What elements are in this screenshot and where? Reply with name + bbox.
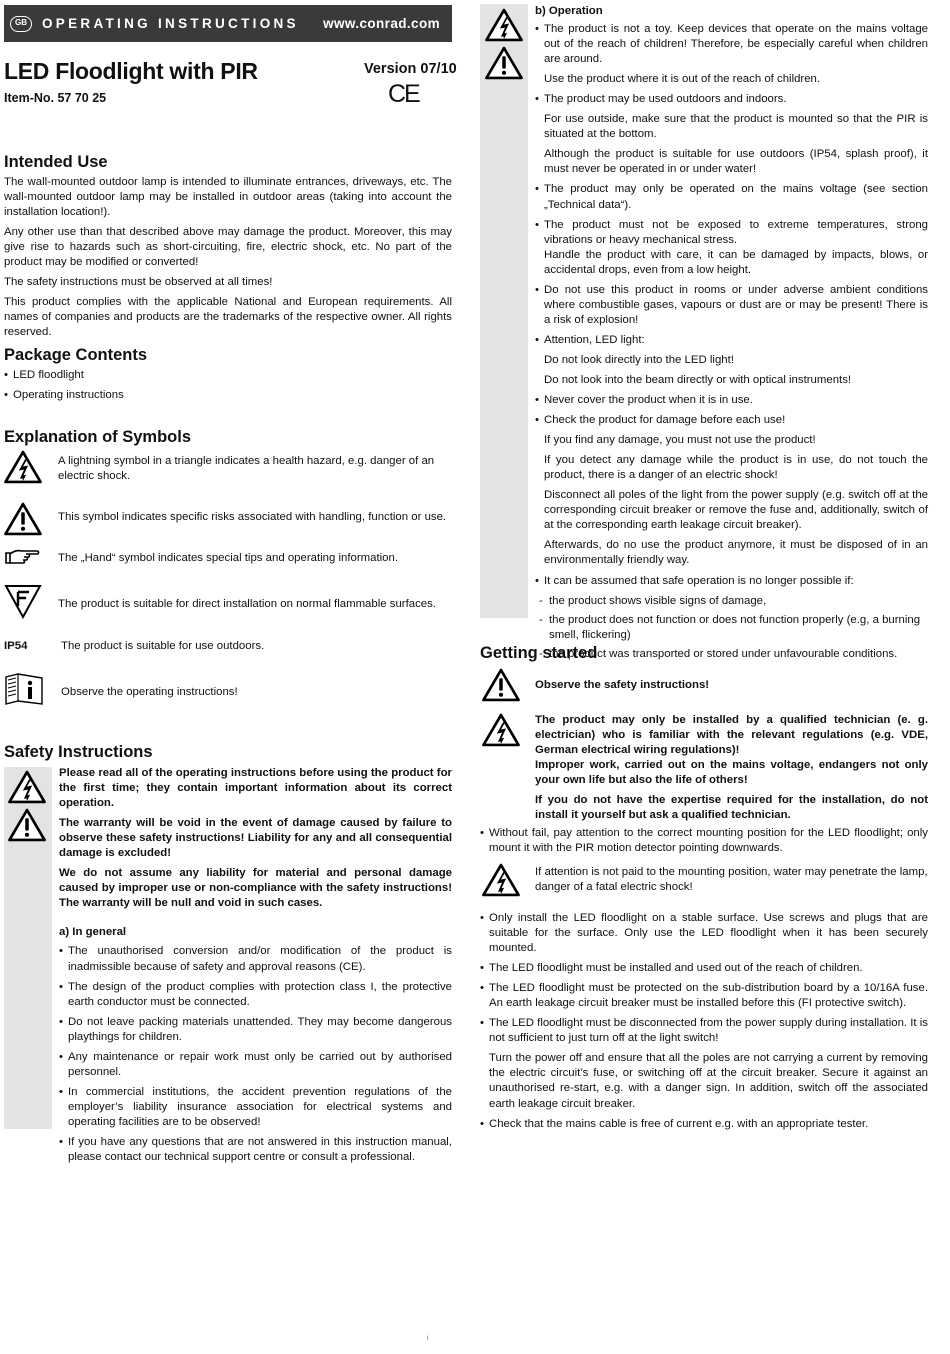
list-item-text: The product is not a toy. Keep devices that operate on the mains voltage out of the reach of children! Therefore, be especially careful when children are around. [544, 23, 928, 66]
safety-heading: Safety Instructions [4, 743, 153, 761]
ce-mark: CE [388, 80, 419, 108]
exclamation-warning-icon [485, 46, 523, 80]
package-list [4, 368, 452, 408]
hand-pointer-icon [4, 547, 40, 567]
list-item: • Attention, LED light: [535, 333, 928, 348]
safety-body [59, 766, 452, 1170]
list-item: • It can be assumed that safe operation is no longer possible if: [535, 574, 928, 589]
getting-started-heading: Getting started [480, 644, 598, 662]
paragraph: This product complies with the applicable National and European requirements. All names of companies and products are the trademarks of the respective owner. All rights reserved. [4, 296, 452, 339]
list-item: • The unauthorised conversion and/or modification of the product is inadmissible because of safety and approval reasons (CE). [59, 944, 452, 974]
symbol-text: Observe the operating instructions! [61, 686, 238, 698]
list-item [480, 1016, 928, 1111]
exclamation-warning-icon [8, 808, 46, 842]
paragraph: Disconnect all poles of the light from the power supply (e.g. switch off at the corresponding circuit breaker or remove the fuse and, additionally, switch of at the corresponding earth leakage circuit breaker). [544, 489, 928, 532]
list-item [535, 218, 928, 278]
list-item: • The product may be used outdoors and indoors. [535, 92, 928, 107]
list-item: • The design of the product complies with protection class I, the protective earth conductor must be connected. [59, 980, 452, 1010]
bold-paragraph: The warranty will be void in the event of damage caused by failure to observe these safety instructions! Liability for any and all consequential damage is excluded! [59, 817, 452, 860]
exclamation-warning-icon [482, 668, 520, 702]
paragraph: For use outside, make sure that the product is mounted so that the PIR is situated at the bottom. [544, 113, 928, 141]
doc-title: LED Floodlight with PIR [4, 58, 258, 84]
list-item: • Operating instructions [4, 388, 452, 403]
warning-paragraph: Improper work, carried out on the mains voltage, endangers not only your own life but also the life of others! [535, 759, 928, 787]
list-item-text: The LED floodlight must be disconnected from the power supply during installation. It is not sufficient to just turn off at the light switch! [489, 1017, 928, 1045]
list-item: - the product does not function or does not function properly (e.g, a burning smell, flickering) [537, 613, 928, 643]
bold-paragraph: We do not assume any liability for material and personal damage caused by improper use or non-compliance with the safety instructions! The warranty will be null and void in such cases. [59, 867, 452, 910]
list-item: • The product may only be operated on the mains voltage (see section „Technical data“). [535, 182, 928, 212]
paragraph: Although the product is suitable for use outdoors (IP54, splash proof), it must never be operated in or under water! [544, 148, 928, 176]
lightning-warning-icon [482, 863, 520, 897]
footer-mark: i [427, 1335, 429, 1342]
lightning-warning-icon [485, 8, 523, 42]
header-bar [4, 5, 452, 42]
symbols-list [4, 450, 452, 720]
list-item-text: The product must not be exposed to extreme temperatures, strong vibrations or heavy mechanical stress. [544, 218, 928, 246]
getting-started-item [480, 826, 928, 861]
info-book-icon [4, 672, 44, 708]
getting-started-list [480, 911, 928, 1137]
paragraph: The wall-mounted outdoor lamp is intended to illuminate entrances, driveways, etc. The wall-mounted outdoor lamp may be installed in outdoor areas (taking into account the installation location!). [4, 176, 452, 219]
list-item: • Without fail, pay attention to the correct mounting position for the LED floodlight; only mount it with the PIR motion detector pointing downwards. [480, 826, 928, 856]
list-item: - the product was transported or stored under unfavourable conditions. [537, 647, 928, 662]
lightning-warning-icon [8, 770, 46, 804]
warning-paragraph: The product may only be installed by a qualified technician (e. g. electrician) who is familiar with the relevant regulations (e.g. VDE, German electrical wiring regulations)! [535, 714, 928, 757]
list-item: • The LED floodlight must be installed and used out of the reach of children. [480, 961, 928, 976]
operation-subheading: b) Operation [535, 5, 603, 17]
list-item: • Check the product for damage before each use! [535, 413, 928, 428]
lightning-warning-icon [482, 713, 520, 747]
paragraph: Use the product where it is out of the reach of children. [544, 73, 821, 86]
list-item: • In commercial institutions, the accident prevention regulations of the employer’s liability insurance association for electrical systems and operating facilities are to be observed! [59, 1085, 452, 1130]
lightning-warning-icon [4, 450, 42, 484]
item-number: Item-No. 57 70 25 [4, 91, 107, 105]
intended-use-body [4, 175, 452, 345]
list-item: • Do not use this product in rooms or under adverse ambient conditions where combustible gases, vapours or dust are or may be present! There is a risk of explosion! [535, 283, 928, 328]
list-item: • Do not leave packing materials unattended. They may become dangerous playthings for children. [59, 1015, 452, 1045]
symbol-text: The „Hand“ symbol indicates special tips and operating information. [58, 552, 398, 564]
language-badge: GB [10, 16, 32, 32]
symbol-text: The product is suitable for use outdoors. [61, 640, 265, 652]
list-item: • Only install the LED floodlight on a stable surface. Use screws and plugs that are suitable for the surface. Only use the LED floodlight when it has been securely mounted. [480, 911, 928, 956]
ip54-label: IP54 [4, 640, 28, 652]
operation-sidebar [480, 4, 528, 618]
header-url[interactable]: www.conrad.com [323, 15, 440, 31]
paragraph: Any other use than that described above may damage the product. Moreover, this may give rise to hazards such as short-circuiting, fire, electric shock, etc. No part of the product may be modified or converted! [4, 226, 452, 269]
paragraph: Turn the power off and ensure that all the poles are not carrying a current by removing the electric circuit’s fuse, or switching off at the circuit breaker. Secure it against an unauthorised re-start, e.g. with a danger sign. In addition, switch off the associated earth leakage circuit breaker. [489, 1052, 928, 1110]
intended-use-heading: Intended Use [4, 153, 108, 171]
warning-paragraph: If you do not have the expertise required for the installation, do not install it yourself but ask a qualified technician. [535, 794, 928, 822]
list-item: • Check that the mains cable is free of current e.g. with an appropriate tester. [480, 1117, 928, 1132]
symbols-heading: Explanation of Symbols [4, 428, 192, 446]
list-item: • If you have any questions that are not answered in this instruction manual, please contact our technical support centre or consult a professional. [59, 1135, 452, 1165]
warning-text: If attention is not paid to the mounting position, water may penetrate the lamp, danger of a fatal electric shock! [535, 866, 928, 894]
list-item: • Any maintenance or repair work must only be carried out by authorised personnel. [59, 1050, 452, 1080]
list-item-text: Handle the product with care, it can be damaged by impacts, blows, or accidental drops, even from a low height. [544, 248, 928, 276]
general-subheading: a) In general [59, 926, 127, 939]
symbol-text: This symbol indicates specific risks associated with handling, function or use. [58, 511, 447, 523]
warning-text: Observe the safety instructions! [535, 679, 710, 691]
bold-paragraph: Please read all of the operating instructions before using the product for the first time; they contain important information about its correct operation. [59, 767, 452, 810]
doc-version: Version 07/10 [364, 61, 457, 77]
header-title: OPERATING INSTRUCTIONS [42, 15, 299, 31]
package-contents-heading: Package Contents [4, 346, 148, 364]
operation-body [535, 4, 928, 666]
list-item [535, 22, 928, 67]
list-item: - the product shows visible signs of damage, [537, 594, 928, 609]
list-item: • The LED floodlight must be protected on the sub-distribution board by a 10/16A fuse. An earth leakage circuit breaker must be installed before this (FI protective switch). [480, 981, 928, 1011]
exclamation-warning-icon [4, 502, 42, 536]
paragraph: If you detect any damage while the product is in use, do not touch the product, there is a danger of an electric shock! [544, 454, 928, 482]
list-item: • LED floodlight [4, 368, 452, 383]
warning-text [535, 713, 928, 828]
list-item: • Never cover the product when it is in use. [535, 393, 928, 408]
f-mark-icon [4, 583, 42, 619]
symbol-text: A lightning symbol in a triangle indicates a health hazard, e.g. danger of an electric shock. [58, 455, 435, 483]
paragraph: The safety instructions must be observed at all times! [4, 276, 273, 289]
paragraph: Do not look directly into the LED light! [544, 353, 734, 366]
paragraph: Do not look into the beam directly or with optical instruments! [544, 373, 852, 386]
paragraph: Afterwards, do no use the product anymore, it must be disposed of in an environmentally friendly way. [544, 539, 928, 567]
symbol-text: The product is suitable for direct installation on normal flammable surfaces. [58, 598, 436, 610]
paragraph: If you find any damage, you must not use the product! [544, 434, 816, 447]
